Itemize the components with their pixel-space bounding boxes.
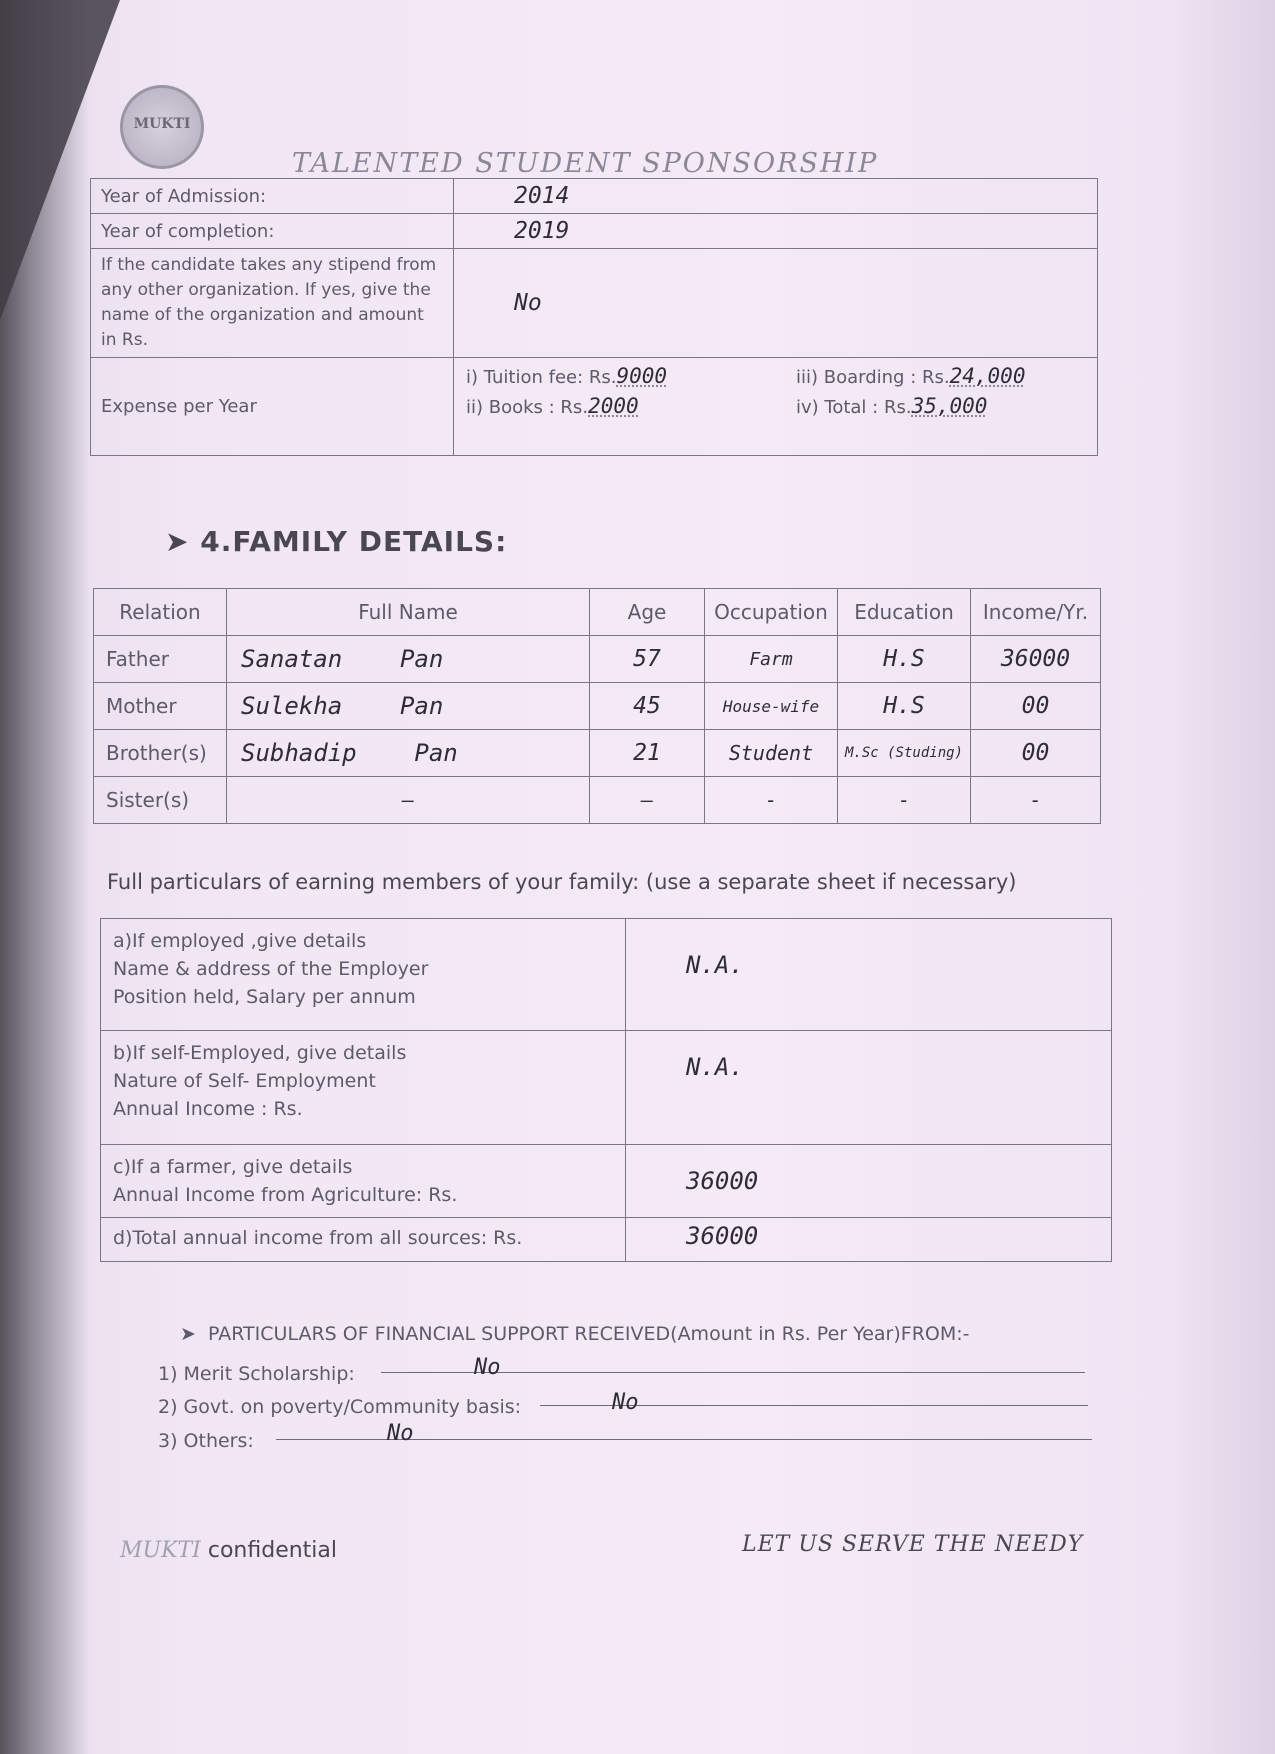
employed-details-label: a)If employed ,give details Name & address of the Employer Position held, Salary per annum: [101, 919, 626, 1031]
table-row: [94, 777, 1101, 824]
mukti-logo-icon: [120, 85, 204, 169]
header-occupation: Occupation: [705, 589, 838, 636]
others-label: 3) Others:: [158, 1430, 254, 1452]
relation-cell: Mother: [94, 683, 227, 730]
stipend-value: No: [454, 249, 1098, 358]
govt-support-value: No: [612, 1390, 639, 1415]
header-age: Age: [590, 589, 705, 636]
govt-support-label: 2) Govt. on poverty/Community basis:: [158, 1396, 522, 1418]
age-cell: 45: [590, 683, 705, 730]
income-cell: 36000: [971, 636, 1101, 683]
table-row: [94, 636, 1101, 683]
education-cell: H.S: [838, 683, 971, 730]
full-name-cell: Sanatan Pan: [227, 636, 590, 683]
family-table: [93, 588, 1101, 824]
books-value: 2000: [588, 394, 639, 418]
merit-scholarship-label: 1) Merit Scholarship:: [158, 1363, 355, 1385]
arrow-bullet-icon: ➤: [165, 525, 201, 558]
relation-cell: Brother(s): [94, 730, 227, 777]
relation-cell: Sister(s): [94, 777, 227, 824]
tuition-value: 9000: [616, 364, 668, 388]
farmer-details-value: 36000: [626, 1145, 1112, 1218]
earning-members-table: [100, 918, 1112, 1262]
age-cell: 21: [590, 730, 705, 777]
logo-text: MUKTI: [133, 116, 191, 132]
education-cell: -: [838, 777, 971, 824]
tuition-label: i) Tuition fee: Rs.: [466, 367, 617, 388]
financial-support-heading: ➤ PARTICULARS OF FINANCIAL SUPPORT RECEIVED(Amount in Rs. Per Year)FROM:-: [180, 1323, 970, 1345]
total-label: iv) Total : Rs.: [796, 397, 912, 418]
age-cell: —: [590, 777, 705, 824]
occupation-cell: House-wife: [705, 683, 838, 730]
merit-scholarship-value: No: [474, 1355, 501, 1380]
employed-details-value: N.A.: [626, 919, 1112, 1031]
occupation-cell: Farm: [705, 636, 838, 683]
full-name-cell: Sulekha Pan: [227, 683, 590, 730]
year-of-admission-value: 2014: [454, 179, 1098, 214]
admission-table: [90, 178, 1098, 456]
income-cell: 00: [971, 683, 1101, 730]
family-section-title: ➤ 4.FAMILY DETAILS:: [165, 525, 508, 558]
occupation-cell: -: [705, 777, 838, 824]
full-name-cell: —: [227, 777, 590, 824]
self-employed-details-value: N.A.: [626, 1031, 1112, 1145]
footer-motto: LET US SERVE THE NEEDY: [742, 1532, 1084, 1557]
year-of-admission-label: Year of Admission:: [91, 179, 454, 214]
age-cell: 57: [590, 636, 705, 683]
table-row: [94, 683, 1101, 730]
boarding-value: 24,000: [949, 364, 1026, 388]
header-relation: Relation: [94, 589, 227, 636]
confidential-footer: MUKTI confidential: [120, 1538, 338, 1563]
earning-members-heading: Full particulars of earning members of your family: (use a separate sheet if necessary): [107, 870, 1017, 894]
footer-brand: MUKTI: [120, 1538, 201, 1563]
total-income-label: d)Total annual income from all sources: Rs.: [101, 1218, 626, 1262]
others-value: No: [387, 1421, 414, 1446]
education-cell: H.S: [838, 636, 971, 683]
relation-cell: Father: [94, 636, 227, 683]
farmer-details-label: c)If a farmer, give details Annual Income from Agriculture: Rs.: [101, 1145, 626, 1218]
year-of-completion-label: Year of completion:: [91, 214, 454, 249]
boarding-label: iii) Boarding : Rs.: [796, 367, 950, 388]
total-income-value: 36000: [626, 1218, 1112, 1262]
table-row: [94, 730, 1101, 777]
education-cell: M.Sc (Studing): [838, 730, 971, 777]
total-value: 35,000: [911, 394, 988, 418]
self-employed-details-label: b)If self-Employed, give details Nature of Self- Employment Annual Income : Rs.: [101, 1031, 626, 1145]
books-label: ii) Books : Rs.: [466, 397, 589, 418]
arrow-bullet-icon: ➤: [180, 1323, 208, 1345]
full-name-cell: Subhadip Pan: [227, 730, 590, 777]
form-title: TALENTED STUDENT SPONSORSHIP: [292, 148, 879, 179]
occupation-cell: Student: [705, 730, 838, 777]
expense-details: [454, 358, 1098, 456]
header-education: Education: [838, 589, 971, 636]
header-full-name: Full Name: [227, 589, 590, 636]
income-cell: 00: [971, 730, 1101, 777]
stipend-label: If the candidate takes any stipend from any other organization. If yes, give the name of the organization and amount in Rs.: [91, 249, 454, 358]
income-cell: -: [971, 777, 1101, 824]
expense-label: Expense per Year: [91, 358, 454, 456]
year-of-completion-value: 2019: [454, 214, 1098, 249]
header-income: Income/Yr.: [971, 589, 1101, 636]
